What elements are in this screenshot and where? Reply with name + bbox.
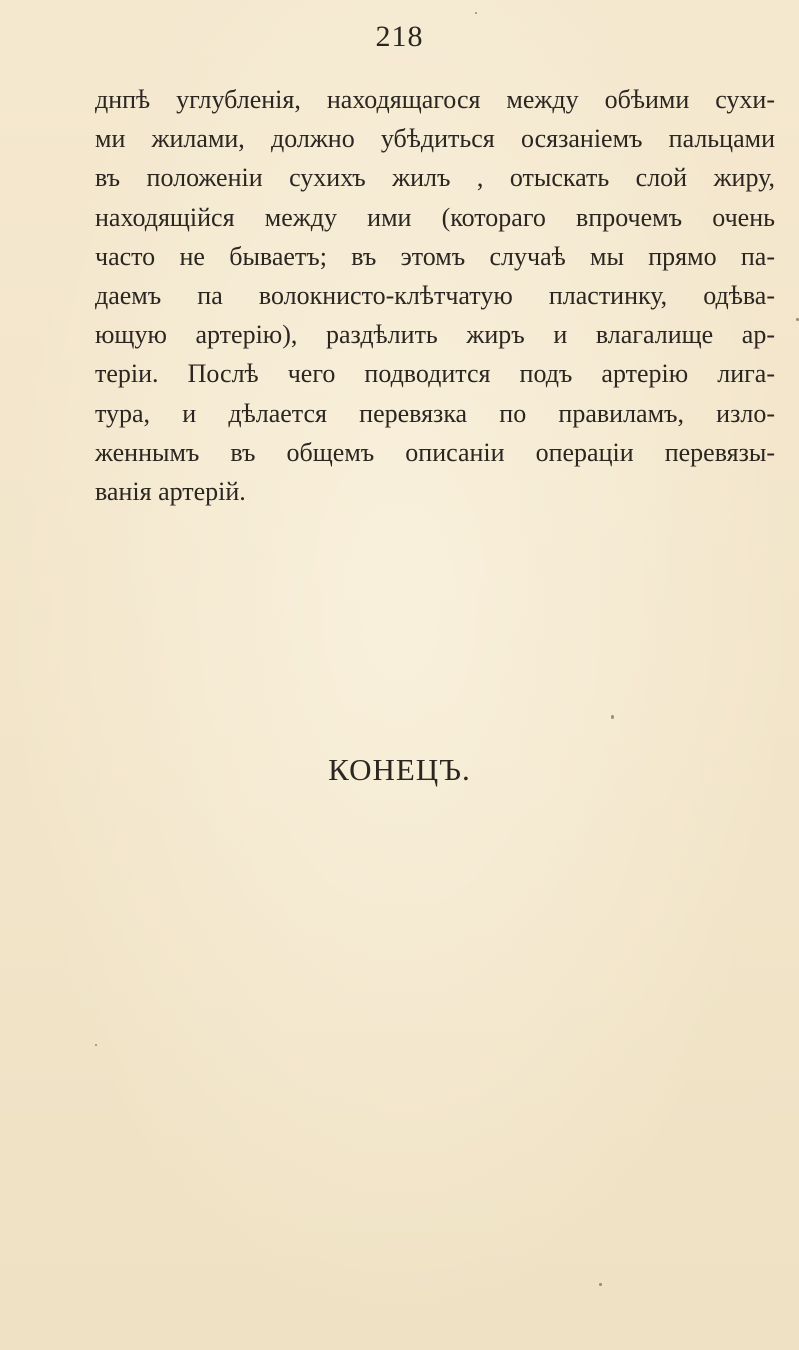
ink-speck xyxy=(599,1283,602,1286)
text-line: находящійся между ими (котораго впрочемъ очень xyxy=(95,202,775,232)
text-line: тура, и дѣлается перевязка по правиламъ, изло- xyxy=(95,398,775,428)
text-line: ющую артерію), раздѣлить жиръ и влагалище ар- xyxy=(95,320,775,350)
text-line: въ положеніи сухихъ жилъ , отыскать слой жиру, xyxy=(95,163,775,193)
body-text xyxy=(95,80,775,511)
ink-speck xyxy=(611,715,614,719)
text-line: днпѣ углубленія, находящагося между обѣими сухи- xyxy=(95,85,775,114)
text-line: даемъ па волокнисто-клѣтчатую пластинку, одѣва- xyxy=(95,280,775,310)
text-line-last: ванія артерій. xyxy=(95,476,246,506)
ending-heading: КОНЕЦЪ. xyxy=(328,752,471,787)
ink-speck xyxy=(95,1044,97,1046)
text-line: женнымъ въ общемъ описаніи операціи перевязы- xyxy=(95,437,775,467)
text-line: ми жилами, должно убѣдиться осязаніемъ пальцами xyxy=(95,124,775,154)
page-number: 218 xyxy=(375,20,424,53)
text-line: часто не бываетъ; въ этомъ случаѣ мы прямо па- xyxy=(95,241,775,271)
ink-speck xyxy=(475,12,477,14)
text-line: теріи. Послѣ чего подводится подъ артерію лига- xyxy=(95,359,775,389)
